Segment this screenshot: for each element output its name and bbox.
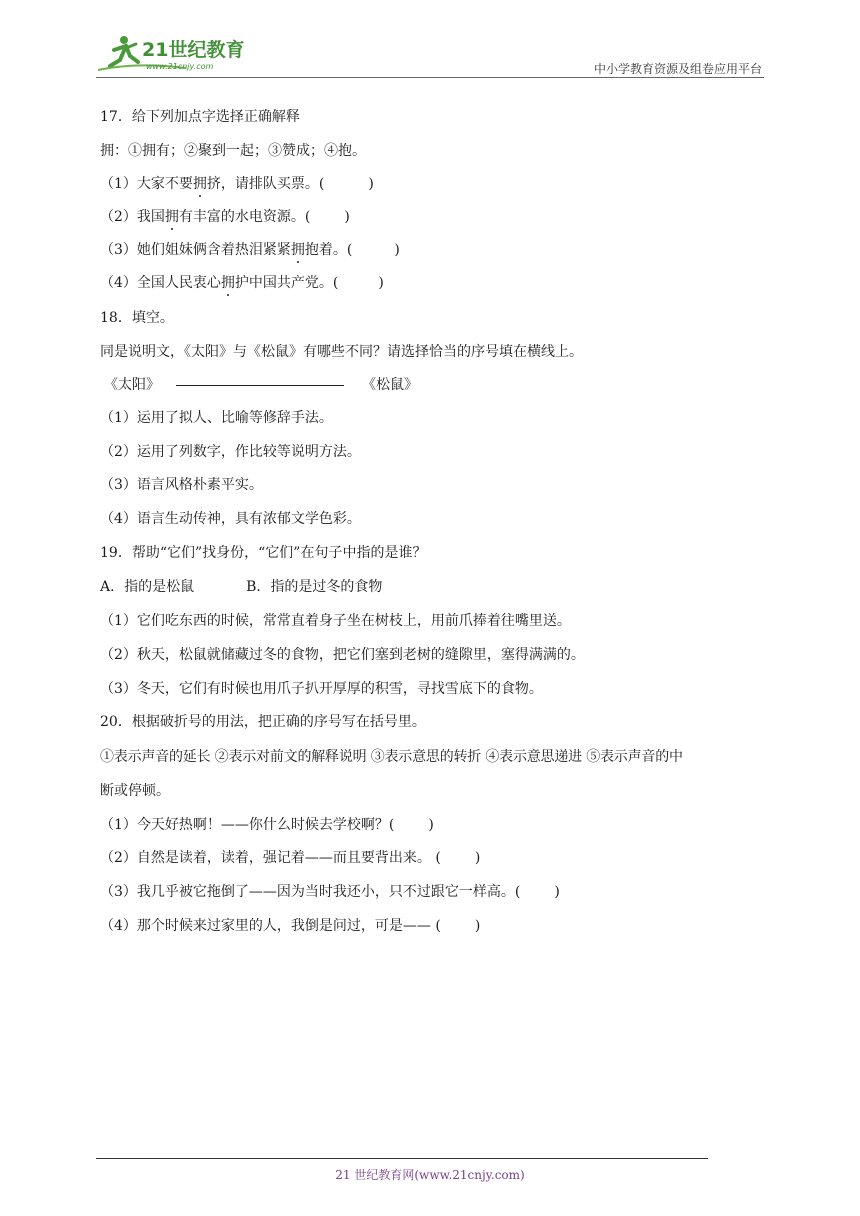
dotted-char: 拥 bbox=[290, 242, 305, 258]
q18-left-label: 《太阳》 bbox=[104, 377, 160, 393]
q18-item-3: （3）语言风格朴素平实。 bbox=[100, 477, 263, 493]
q18-right-label: 《松鼠》 bbox=[362, 377, 418, 393]
q20-item-1: （1）今天好热啊！——你什么时候去学校啊？( ) bbox=[100, 817, 434, 833]
site-logo bbox=[96, 32, 266, 76]
q17-title: 17．给下列加点字选择正确解释 bbox=[100, 109, 300, 125]
q19-item-2: （2）秋天，松鼠就储藏过冬的食物，把它们塞到老树的缝隙里，塞得满满的。 bbox=[100, 647, 585, 663]
header-divider bbox=[96, 77, 764, 78]
q19-item-1: （1）它们吃东西的时候，常常直着身子坐在树枝上，用前爪捧着往嘴里送。 bbox=[100, 613, 571, 629]
q20-options-line-1: ①表示声音的延长 ②表示对前文的解释说明 ③表示意思的转折 ④表示意思递进 ⑤表示声音的中 bbox=[100, 749, 683, 765]
q19-item-3: （3）冬天，它们有时候也用爪子扒开厚厚的积雪，寻找雪底下的食物。 bbox=[100, 681, 543, 697]
q18-title: 18．填空。 bbox=[100, 310, 174, 326]
dotted-char: 拥 bbox=[192, 176, 207, 192]
page-header bbox=[96, 30, 764, 78]
q17-item-3: （3）她们姐妹俩含着热泪紧紧拥抱着。( ) bbox=[100, 242, 400, 258]
footer-text: 21 世纪教育网(www.21cnjy.com) bbox=[335, 1168, 525, 1182]
q20-item-4: （4）那个时候来过家里的人，我倒是问过，可是—— ( ) bbox=[100, 918, 481, 934]
q19-option-b: B．指的是过冬的食物 bbox=[246, 579, 383, 595]
q17-item-2: （2）我国拥有丰富的水电资源。( ) bbox=[100, 209, 350, 225]
q20-options-line-2: 断或停顿。 bbox=[100, 783, 170, 799]
q18-fill-line bbox=[104, 376, 418, 394]
q17-item-4: （4）全国人民衷心拥护中国共产党。( ) bbox=[100, 275, 384, 291]
dotted-char: 拥 bbox=[220, 275, 235, 291]
q18-item-4: （4）语言生动传神，具有浓郁文学色彩。 bbox=[100, 511, 361, 527]
platform-name: 中小学教育资源及组卷应用平台 bbox=[593, 62, 762, 76]
q20-item-2: （2）自然是读着，读着，强记着——而且要背出来。 ( ) bbox=[100, 850, 481, 866]
q19-option-a: A．指的是松鼠 bbox=[100, 579, 195, 595]
answer-blank bbox=[176, 385, 344, 386]
logo-text: 21世纪教育 bbox=[142, 39, 245, 61]
logo-url: www.21cnjy.com bbox=[146, 62, 214, 71]
q20-item-3: （3）我几乎被它拖倒了——因为当时我还小，只不过跟它一样高。( ) bbox=[100, 884, 560, 900]
q19-options bbox=[100, 578, 382, 596]
q18-intro: 同是说明文，《太阳》与《松鼠》有哪些不同？请选择恰当的序号填在横线上。 bbox=[100, 344, 583, 360]
q20-title: 20．根据破折号的用法，把正确的序号写在括号里。 bbox=[100, 714, 426, 730]
q17-definitions: 拥：①拥有；②聚到一起；③赞成；④抱。 bbox=[100, 143, 366, 159]
q19-title: 19．帮助“它们”找身份，“它们”在句子中指的是谁？ bbox=[100, 545, 427, 561]
q18-item-1: （1）运用了拟人、比喻等修辞手法。 bbox=[100, 410, 333, 426]
q17-item-1: （1）大家不要拥挤，请排队买票。( ) bbox=[100, 176, 374, 192]
dotted-char: 拥 bbox=[164, 209, 179, 225]
q18-item-2: （2）运用了列数字，作比较等说明方法。 bbox=[100, 444, 361, 460]
footer-divider bbox=[96, 1158, 708, 1159]
